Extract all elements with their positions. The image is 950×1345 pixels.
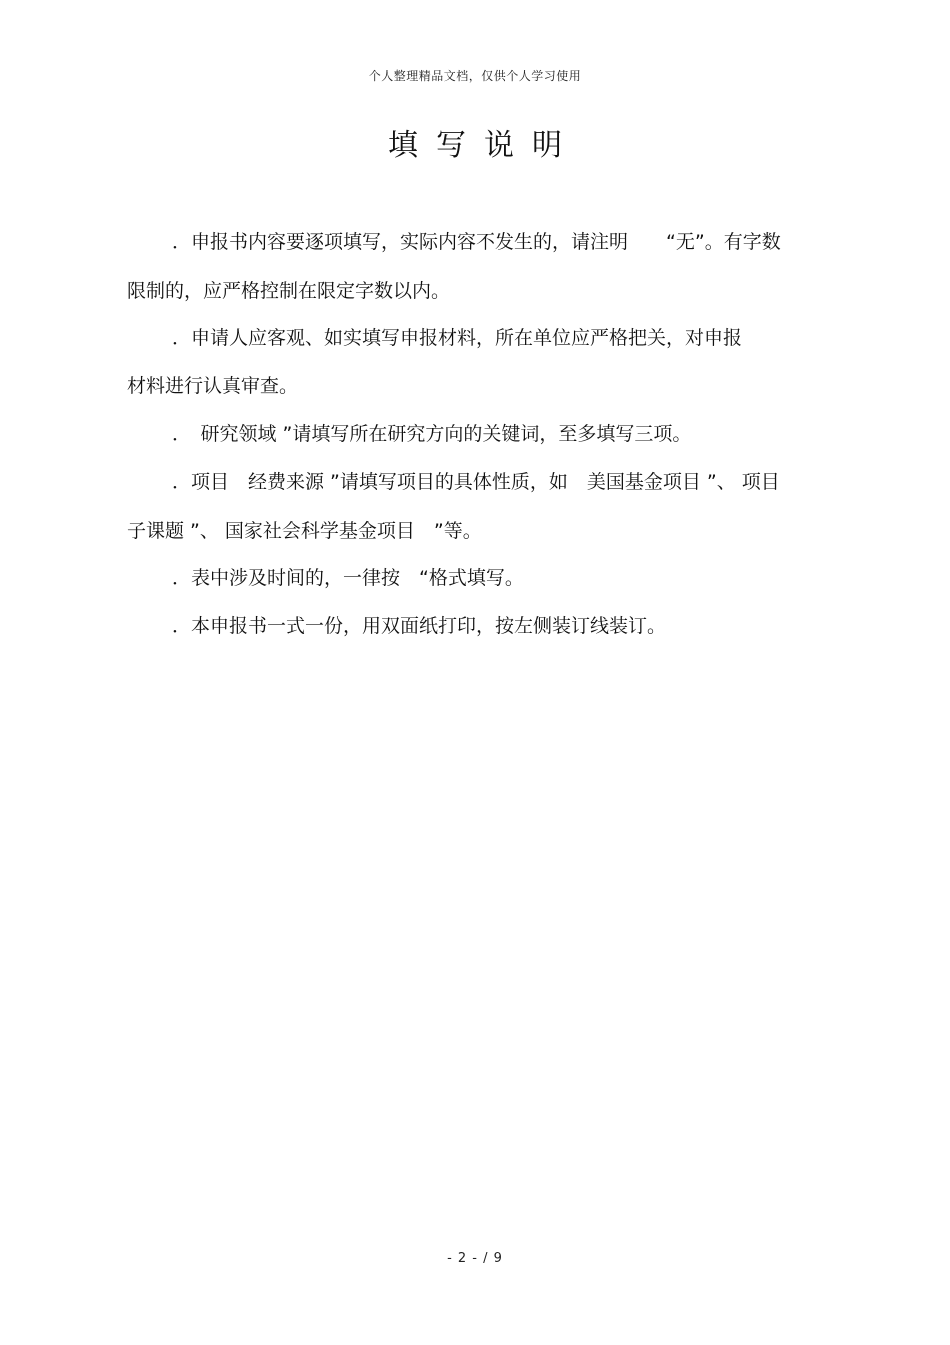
instruction-2-line-1: ．申请人应客观、如实填写申报材料，所在单位应严格把关，对申报 <box>172 327 743 349</box>
instruction-4-line-2: 子课题 ”、 国家社会科学基金项目 ”等。 <box>127 520 482 542</box>
instruction-6-line-1: ．本申报书一式一份，用双面纸打印，按左侧装订线装订。 <box>172 615 667 637</box>
page-number: - 2 - / 9 <box>447 1251 503 1266</box>
instruction-1-line-2: 限制的，应严格控制在限定字数以内。 <box>127 280 451 302</box>
instruction-3-line-1: ． 研究领域 ”请填写所在研究方向的关键词，至多填写三项。 <box>172 423 692 445</box>
instruction-2-line-2: 材料进行认真审查。 <box>127 375 299 397</box>
instruction-4-line-1: ．项目 经费来源 ”请填写项目的具体性质，如 美国基金项目 ”、 项目 <box>172 471 780 493</box>
instruction-5-line-1: ．表中涉及时间的，一律按 “格式填写。 <box>172 567 524 589</box>
instruction-1-line-1: ．申报书内容要逐项填写，实际内容不发生的，请注明 “无”。有字数 <box>172 231 781 253</box>
page-title: 填写说明 <box>388 128 580 163</box>
page-header-note: 个人整理精品文档，仅供个人学习使用 <box>368 69 582 83</box>
